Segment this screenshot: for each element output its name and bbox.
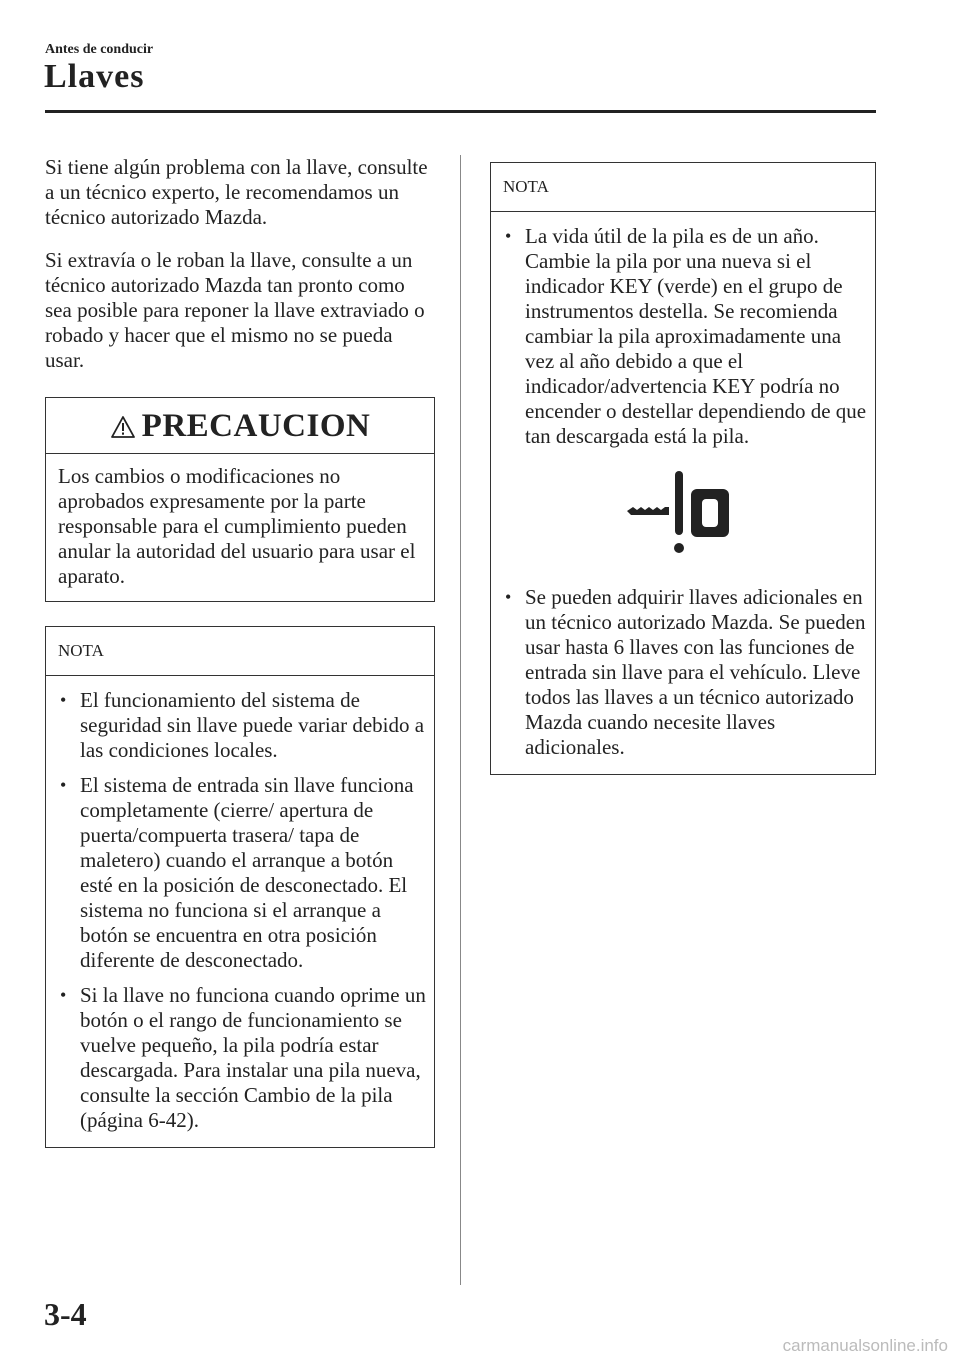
caution-title: PRECAUCION (141, 408, 371, 444)
caution-header (46, 398, 434, 454)
right-column (490, 162, 876, 775)
paragraph: Si tiene algún problema con la llave, consulte a un técnico experto, le recomendamos un técnico autorizado Mazda. (45, 155, 428, 229)
key-warning-icon (623, 469, 743, 559)
list-item: • El funcionamiento del sistema de seguridad sin llave puede variar debido a las condiciones locales. (58, 688, 426, 763)
page-number: 3-4 (44, 1296, 87, 1332)
warning-triangle-icon (110, 415, 136, 439)
list-item: • El sistema de entrada sin llave funciona completamente (cierre/ apertura de puerta/compuerta trasera/ tapa de maletero) cuando el arranque a botón esté en la posición de desconectado. El sistema no funciona si el arranque a botón se encuentra en otra posición diferente de desconectado. (58, 773, 426, 973)
note-title: NOTA (491, 163, 875, 212)
list-item: • La vida útil de la pila es de un año. Cambie la pila por una nueva si el indicador KEY (verde) en el grupo de instrumentos destella. Se recomienda cambiar la pila aproximadamente una vez al año debido a que el indicador/advertencia KEY podría no encender o destellar dependiendo de que tan descargada está la pila. (503, 224, 867, 449)
page-title: Llaves (44, 58, 145, 95)
note-box (45, 626, 435, 1148)
list-item: • Si la llave no funciona cuando oprime un botón o el rango de funcionamiento se vuelve pequeño, la pila podría estar descargada. Para instalar una pila nueva, consulte la sección Cambio de la pila (página 6-42). (58, 983, 426, 1133)
note-list (491, 585, 875, 774)
list-item: • Se pueden adquirir llaves adicionales en un técnico autorizado Mazda. Se pueden usar hasta 6 llaves con las funciones de entrada sin llave para el vehículo. Lleve todos las llaves a un técnico autorizado Mazda cuando necesite llaves adicionales. (503, 585, 867, 760)
note-title: NOTA (46, 627, 434, 676)
key-indicator-figure (491, 449, 875, 585)
note-box (490, 162, 876, 775)
left-column (45, 155, 435, 1148)
header-rule (45, 110, 876, 113)
column-divider (460, 155, 461, 1285)
note-list (491, 212, 875, 449)
note-list (46, 676, 434, 1147)
caution-box (45, 397, 435, 602)
paragraph: Si extravía o le roban la llave, consulte a un técnico autorizado Mazda tan pronto como sea posible para reponer la llave extraviado o robado y hacer que el mismo no se pueda usar. (45, 248, 425, 372)
watermark: carmanualsonline.info (782, 1336, 948, 1355)
section-label: Antes de conducir (45, 42, 154, 57)
caution-body: Los cambios o modificaciones no aprobados expresamente por la parte responsable para el cumplimiento pueden anular la autoridad del usuario para usar el aparato. (58, 464, 416, 588)
